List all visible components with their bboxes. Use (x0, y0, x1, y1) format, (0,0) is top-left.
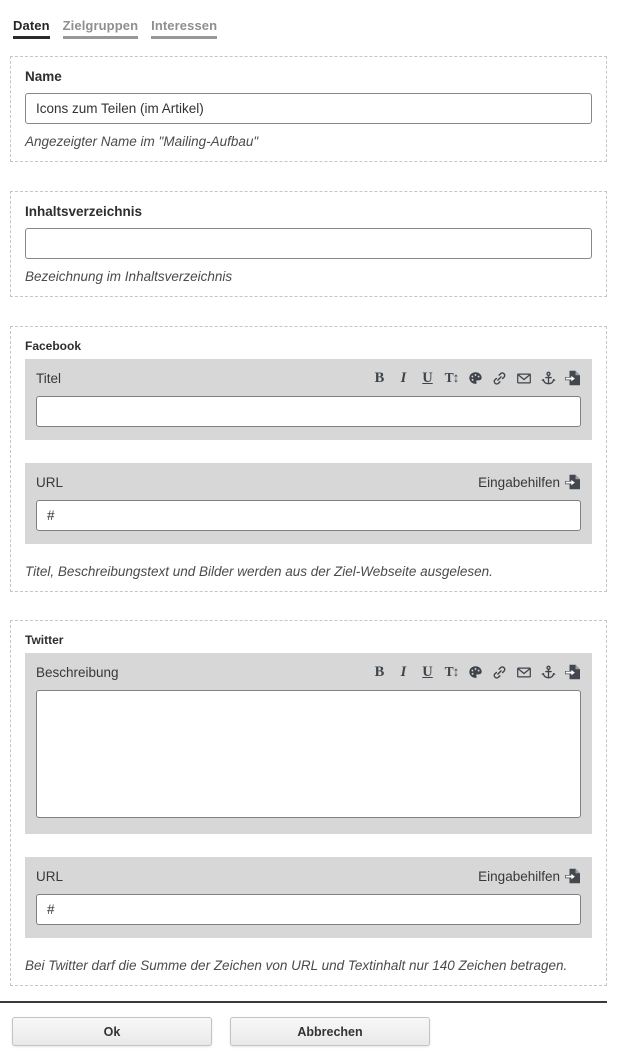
anchor-icon (541, 371, 556, 386)
font-size-button[interactable]: T↕ (444, 370, 459, 385)
toc-section (10, 191, 607, 297)
toc-label: Inhaltsverzeichnis (25, 204, 143, 219)
facebook-title-panel (25, 359, 592, 440)
link-icon (492, 665, 507, 680)
tab-bar (0, 0, 623, 39)
underline-button[interactable]: U (420, 664, 435, 681)
tab-interessen[interactable]: Interessen (151, 18, 217, 39)
document-arrow-icon (565, 664, 581, 680)
twitter-description-textarea[interactable] (36, 690, 581, 818)
insert-placeholder-button[interactable] (565, 664, 581, 681)
envelope-icon (516, 371, 532, 386)
toc-input[interactable] (25, 228, 592, 259)
email-button[interactable] (516, 370, 532, 387)
italic-button[interactable]: I (396, 370, 411, 387)
facebook-url-panel (25, 463, 592, 544)
twitter-label: Twitter (25, 633, 64, 647)
twitter-description-toolbar (372, 664, 581, 681)
email-button[interactable] (516, 664, 532, 681)
facebook-url-input[interactable] (36, 500, 581, 531)
anchor-button[interactable] (541, 664, 556, 681)
facebook-title-input[interactable] (36, 396, 581, 427)
name-input[interactable] (25, 93, 592, 124)
facebook-title-toolbar (372, 370, 581, 387)
tab-daten[interactable]: Daten (13, 18, 50, 39)
document-arrow-icon (565, 474, 581, 490)
italic-button[interactable]: I (396, 664, 411, 681)
anchor-button[interactable] (541, 370, 556, 387)
insert-placeholder-button[interactable] (565, 370, 581, 387)
bold-button[interactable]: B (372, 664, 387, 681)
facebook-section (10, 326, 607, 592)
name-hint: Angezeigter Name im "Mailing-Aufbau" (25, 134, 259, 149)
twitter-section (10, 620, 607, 986)
tab-zielgruppen[interactable]: Zielgruppen (63, 18, 139, 39)
twitter-description-panel (25, 653, 592, 834)
footer-divider (0, 1001, 607, 1003)
font-size-button[interactable]: T↕ (444, 664, 459, 679)
facebook-eingabehilfen-link[interactable] (478, 474, 581, 490)
facebook-label: Facebook (25, 339, 82, 353)
color-palette-button[interactable] (468, 664, 483, 681)
palette-icon (468, 665, 483, 680)
eingabehilfen-label: Eingabehilfen (478, 868, 560, 884)
facebook-title-label: Titel (36, 370, 62, 386)
twitter-url-panel (25, 857, 592, 938)
color-palette-button[interactable] (468, 370, 483, 387)
underline-button[interactable]: U (420, 370, 435, 387)
facebook-hint: Titel, Beschreibungstext und Bilder werden aus der Ziel-Webseite ausgelesen. (25, 564, 493, 579)
twitter-url-label: URL (36, 868, 64, 884)
name-section (10, 56, 607, 162)
ok-button[interactable]: Ok (12, 1017, 212, 1046)
anchor-icon (541, 665, 556, 680)
twitter-eingabehilfen-link[interactable] (478, 868, 581, 884)
cancel-button[interactable]: Abbrechen (230, 1017, 430, 1046)
twitter-description-label: Beschreibung (36, 664, 119, 680)
facebook-url-label: URL (36, 474, 64, 490)
link-icon (492, 371, 507, 386)
link-button[interactable] (492, 370, 507, 387)
name-label: Name (25, 69, 62, 84)
eingabehilfen-label: Eingabehilfen (478, 474, 560, 490)
twitter-url-input[interactable] (36, 894, 581, 925)
bold-button[interactable]: B (372, 370, 387, 387)
envelope-icon (516, 665, 532, 680)
palette-icon (468, 371, 483, 386)
twitter-hint: Bei Twitter darf die Summe der Zeichen von URL und Textinhalt nur 140 Zeichen betragen. (25, 958, 568, 973)
document-arrow-icon (565, 868, 581, 884)
action-bar (12, 1017, 623, 1046)
document-arrow-icon (565, 370, 581, 386)
link-button[interactable] (492, 664, 507, 681)
toc-hint: Bezeichnung im Inhaltsverzeichnis (25, 269, 233, 284)
